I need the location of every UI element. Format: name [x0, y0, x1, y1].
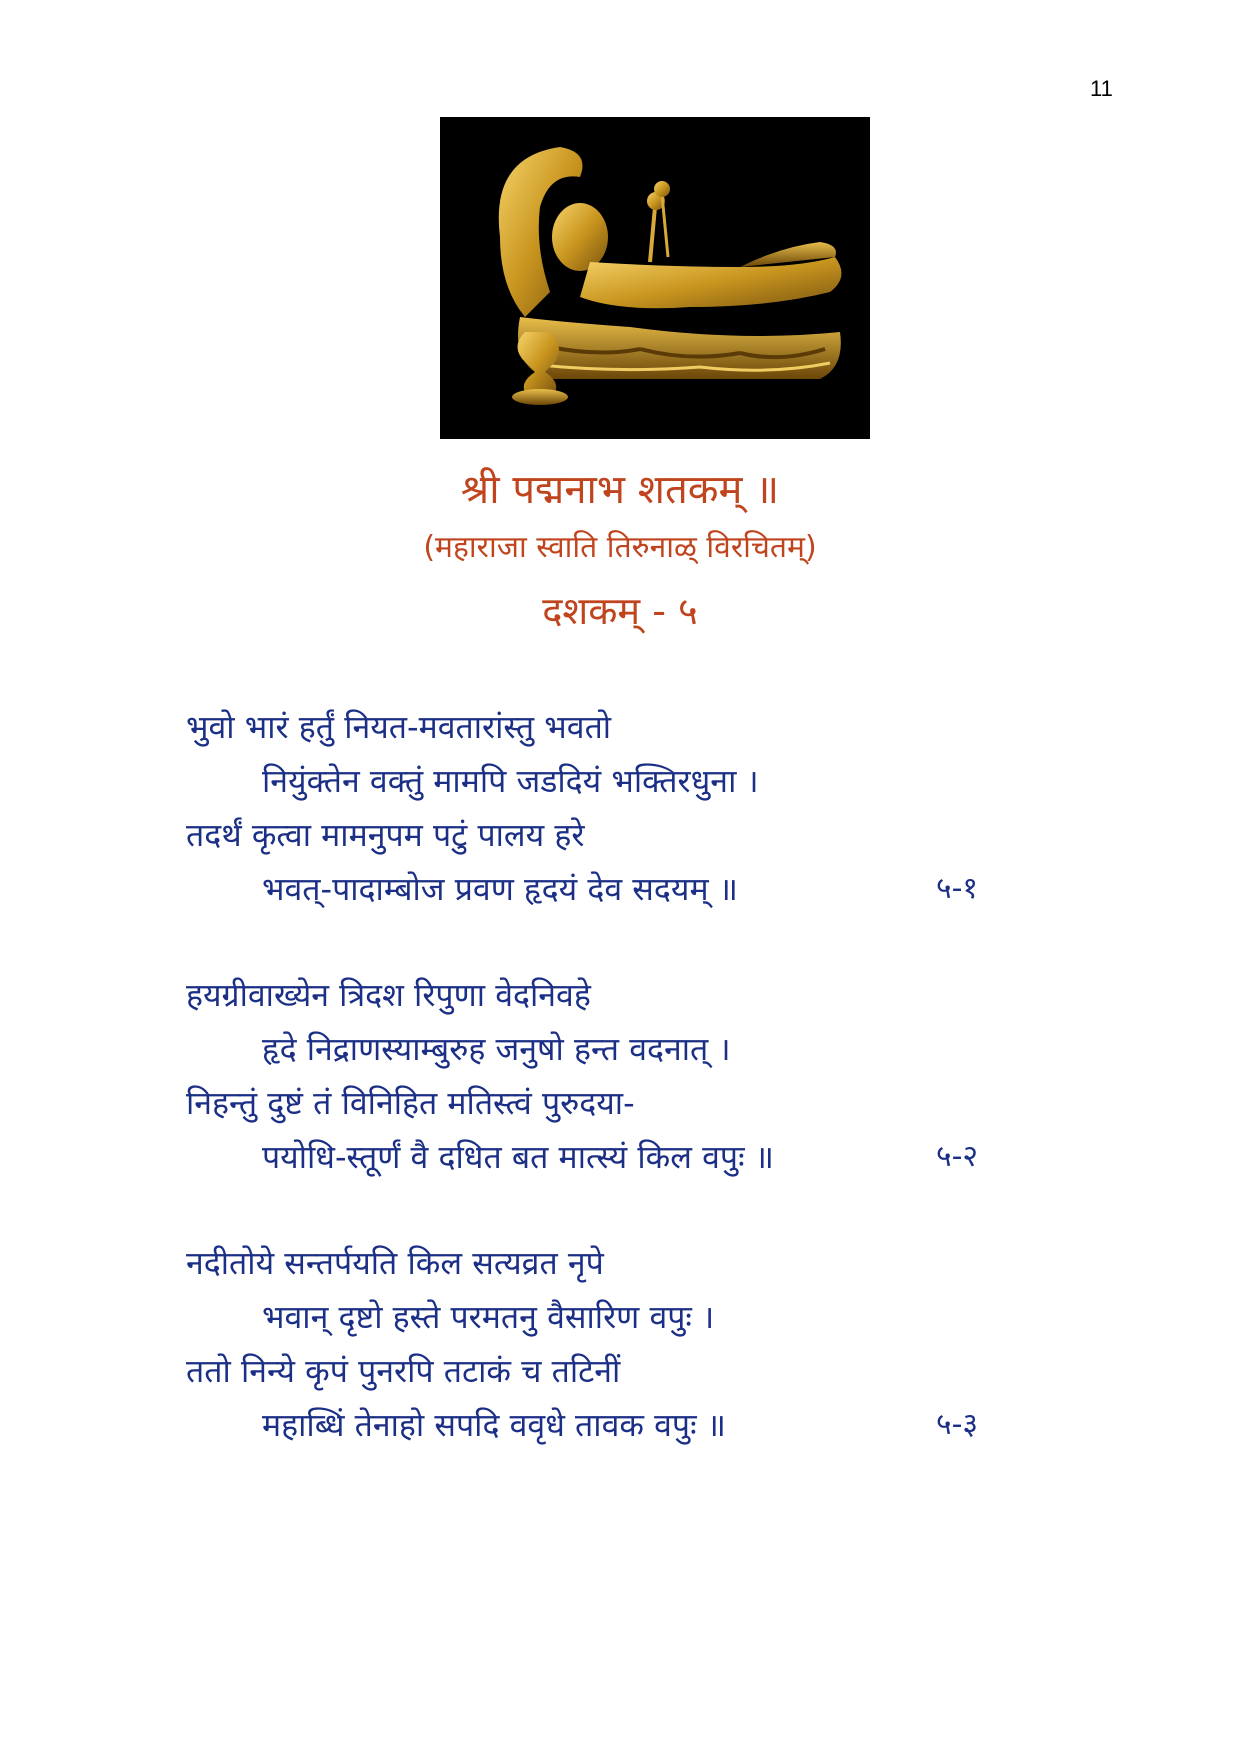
- verse-number: ५-१: [936, 871, 979, 906]
- verse-line: भुवो भारं हर्तुं नियत-मवतारांस्तु भवतो: [186, 708, 612, 746]
- page-subtitle: (महाराजा स्वाति तिरुनाळ् विरचितम्): [423, 530, 817, 565]
- verse-line: भवत्-पादाम्बोज प्रवण हृदयं देव सदयम् ॥: [262, 870, 738, 908]
- verse-line: ततो निन्ये कृपं पुनरपि तटाकं च तटिनीं: [186, 1352, 621, 1390]
- verse-line: निहन्तुं दुष्टं तं विनिहित मतिस्त्वं पुरुदया-: [186, 1084, 635, 1122]
- verse-line: नियुंक्तेन वक्तुं मामपि जडदियं भक्तिरधुना ।: [262, 762, 759, 800]
- verse-line: हृदे निद्राणस्याम्बुरुह जनुषो हन्त वदनात् ।: [262, 1030, 731, 1068]
- verse-line: हयग्रीवाख्येन त्रिदश रिपुणा वेदनिवहे: [186, 976, 591, 1014]
- reclining-deity-statue-icon: [440, 117, 870, 439]
- title-block: [0, 462, 1240, 638]
- verse-3: [0, 1236, 1240, 1504]
- verse-line: भवान् दृष्टो हस्ते परमतनु वैसारिण वपुः ।: [262, 1298, 715, 1336]
- verse-1: [0, 700, 1240, 968]
- verse-line: तदर्थं कृत्वा मामनुपम पटुं पालय हरे: [186, 816, 585, 854]
- section-heading: दशकम् - ५: [542, 589, 698, 633]
- deity-image: [440, 117, 870, 439]
- verse-list: [0, 700, 1240, 1504]
- verse-line: नदीतोये सन्तर्पयति किल सत्यव्रत नृपे: [186, 1244, 604, 1282]
- verse-number: ५-३: [936, 1407, 979, 1442]
- page-title: श्री पद्मनाभ शतकम् ॥: [460, 467, 780, 513]
- verse-line: पयोधि-स्तूर्णं वै दधित बत मात्स्यं किल वपुः ॥: [262, 1138, 774, 1176]
- page-number: 11: [1090, 76, 1113, 101]
- verse-line: महाब्धिं तेनाहो सपदि ववृधे तावक वपुः ॥: [262, 1406, 726, 1444]
- verse-2: [0, 968, 1240, 1236]
- verse-number: ५-२: [936, 1139, 979, 1174]
